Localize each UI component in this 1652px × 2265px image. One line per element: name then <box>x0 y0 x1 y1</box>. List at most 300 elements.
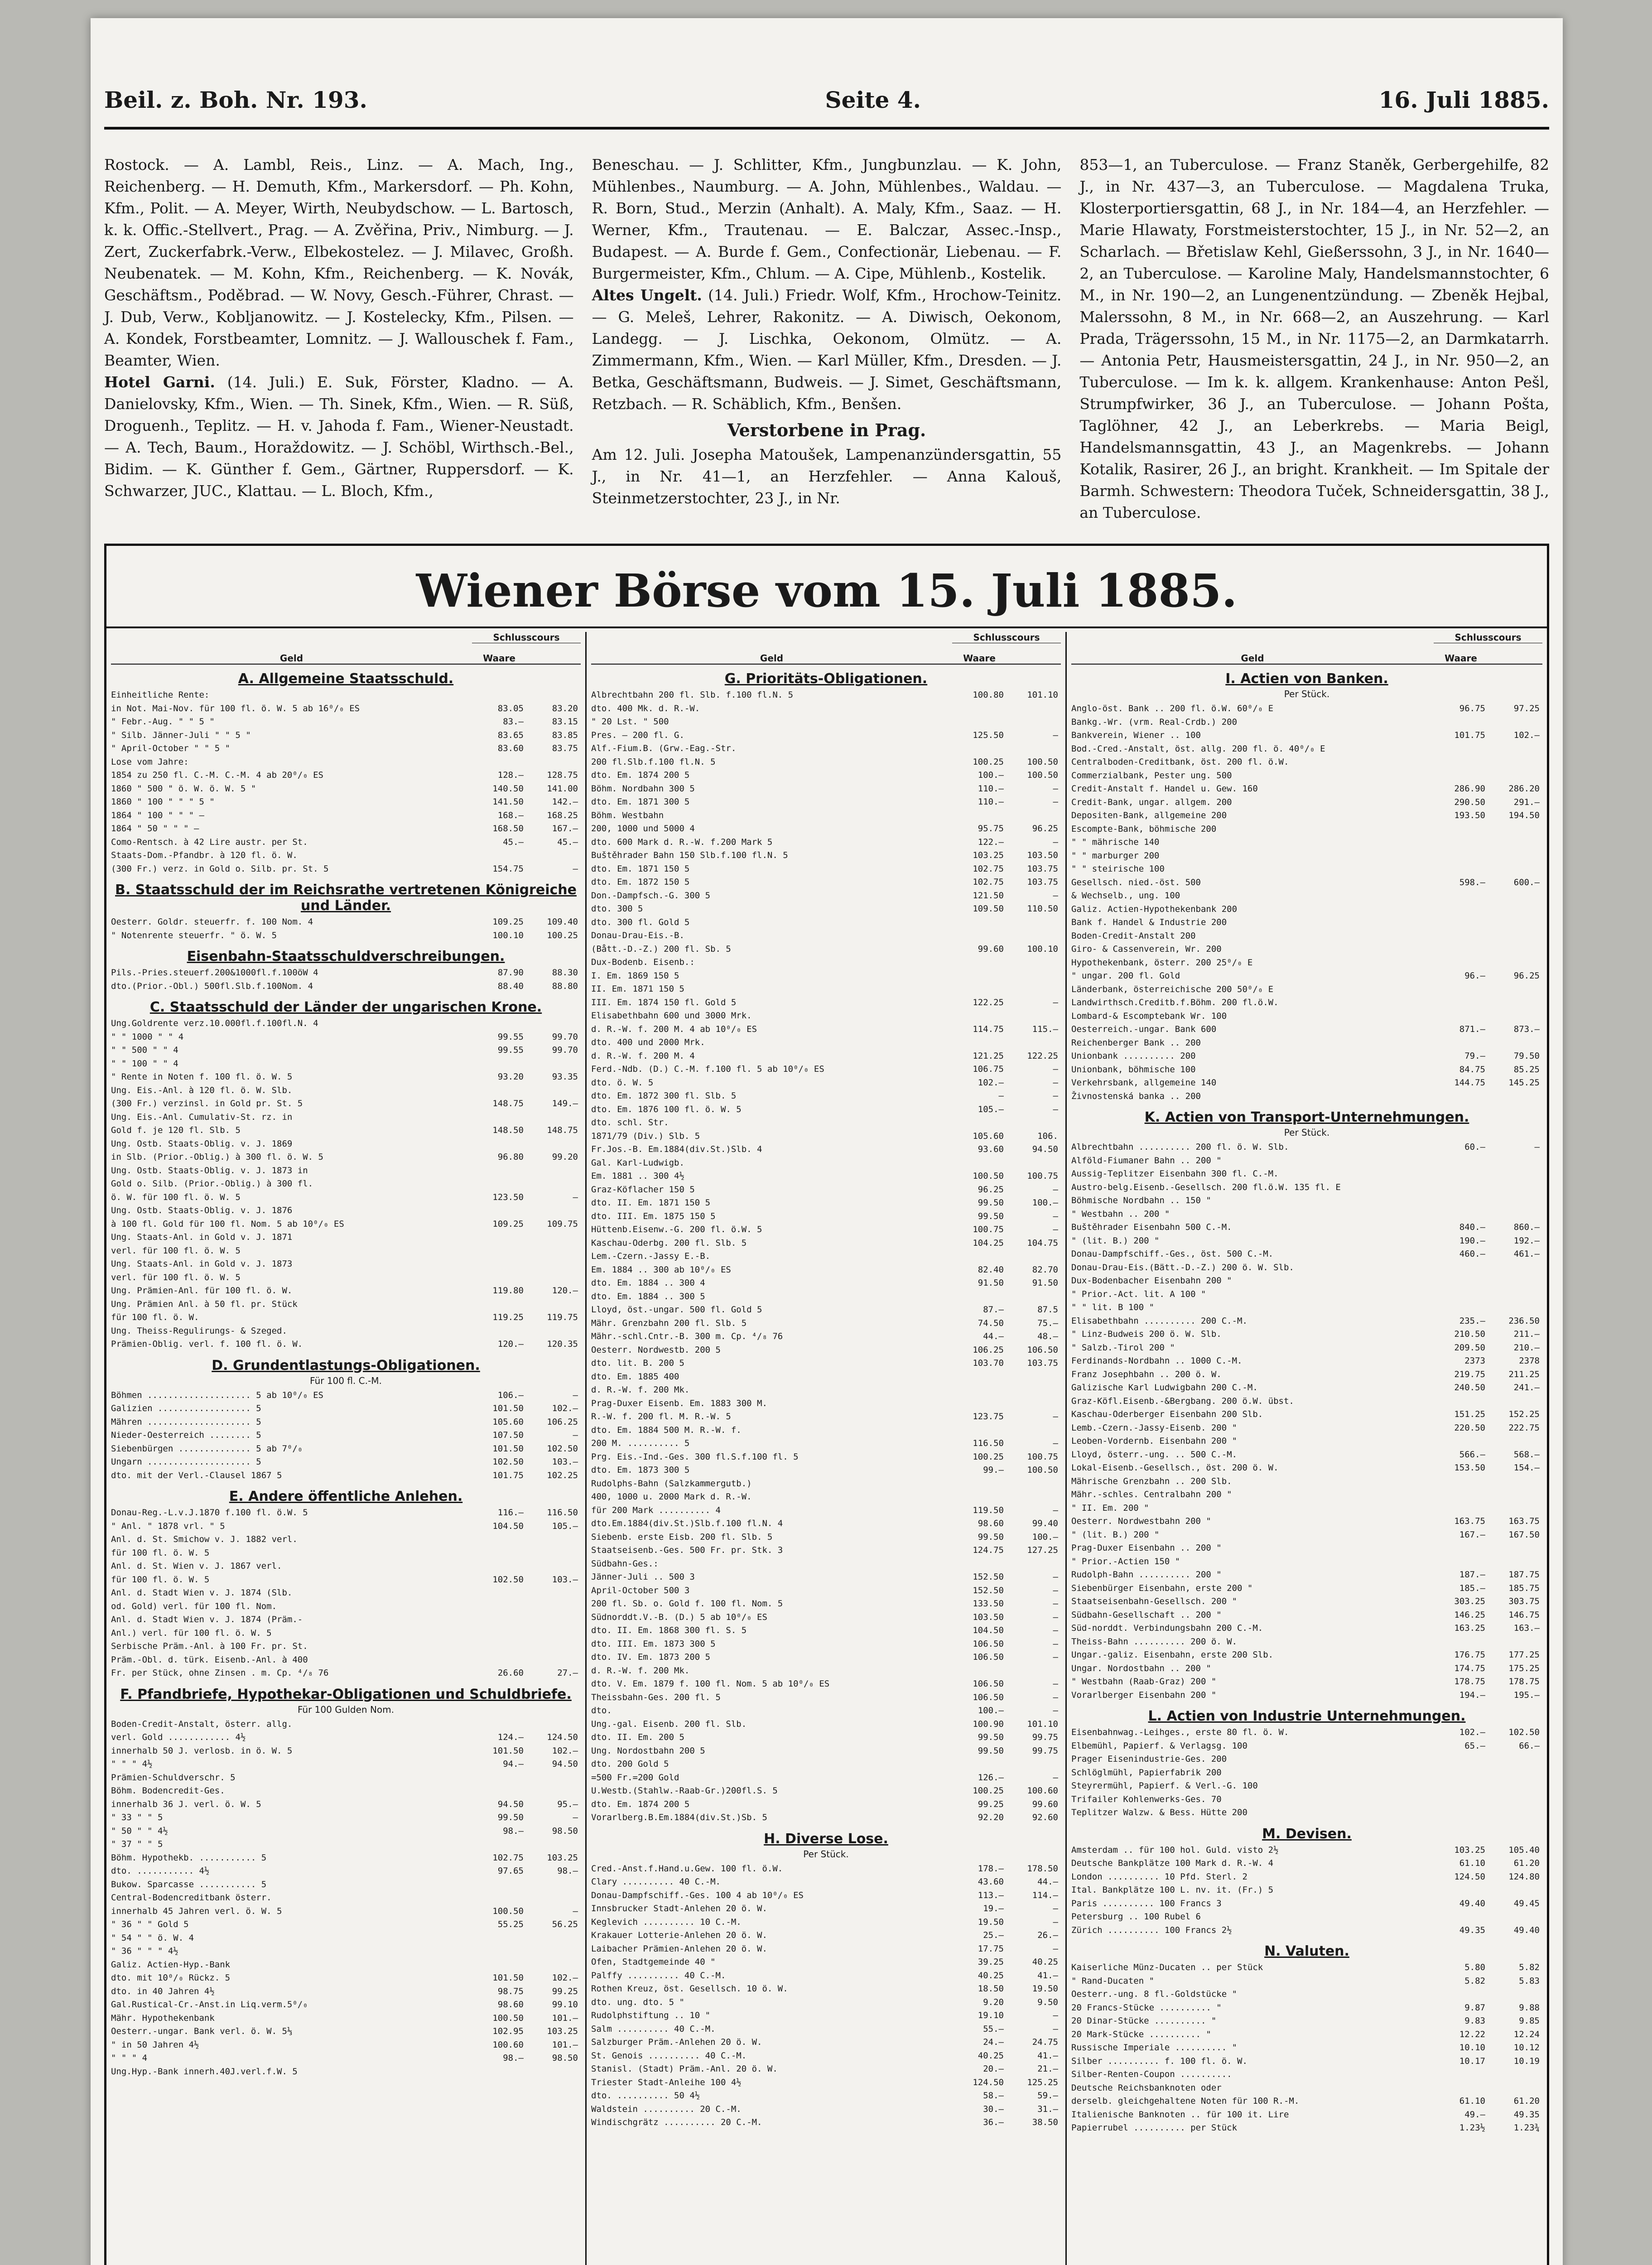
bid-price: 122.— <box>978 837 1004 847</box>
security-name: dto. schl. Str. <box>591 1118 669 1128</box>
ask-price <box>1007 1397 1061 1411</box>
bid-price <box>1434 930 1488 943</box>
table-row <box>111 702 581 716</box>
bid-price: 148.75 <box>492 1099 524 1108</box>
bid-price: 79.— <box>1464 1051 1485 1061</box>
ask-price: 119.75 <box>547 1312 578 1322</box>
table-row <box>111 1044 581 1057</box>
ask-price: 109.40 <box>547 917 578 927</box>
table-row <box>1071 809 1542 823</box>
ask-price <box>1007 1664 1061 1678</box>
bid-price <box>952 1290 1007 1304</box>
ask-price: 49.35 <box>1513 2109 1540 2120</box>
security-name: " Westbahn .. 200 " <box>1071 1209 1170 1219</box>
ask-price: 210.— <box>1513 1342 1540 1353</box>
bid-price <box>1434 2082 1488 2095</box>
table-row <box>1071 1395 1542 1408</box>
security-name: Staatseisenb.-Ges. 500 Fr. pr. Stk. 3 <box>591 1545 783 1555</box>
bid-price: 98.75 <box>497 1986 524 1996</box>
bid-price <box>472 1627 526 1640</box>
bid-price: 96.75 <box>1459 704 1485 713</box>
table-row <box>111 1218 581 1231</box>
security-name: " (lit. B.) 200 " <box>1071 1235 1160 1246</box>
security-name: Serbische Präm.-Anl. à 100 Fr. pr. St. <box>111 1641 308 1651</box>
security-name: Hypothekenbank, österr. 200 25⁰/₀ E <box>1071 957 1253 968</box>
altes-ungelt-heading: Altes Ungelt. <box>592 286 702 304</box>
security-name: 200 fl.Slb.f.100 fl.N. 5 <box>591 757 716 767</box>
bid-price: 102.50 <box>492 1457 524 1467</box>
section-title: D. Grundentlastungs-Obligationen. <box>212 1357 480 1373</box>
bid-price: 99.60 <box>978 944 1004 954</box>
table-row <box>591 983 1061 996</box>
ask-price <box>526 1771 581 1785</box>
security-name: dto. 300 5 <box>591 904 643 914</box>
deaths-text: Am 12. Juli. Josepha Matoušek, Lampenanzündersgattin, 55 J., in Nr. 41—1, an Herzfehler. — Anna Kalouš, Steinmetzerstochter, 23 J., in Nr. <box>592 446 1062 507</box>
security-name: Rothen Kreuz, öst. Gesellsch. 10 ö. W. <box>591 1984 788 1994</box>
table-row <box>111 1271 581 1285</box>
ask-price <box>1488 1555 1542 1569</box>
table-row <box>591 2036 1061 2049</box>
security-name: dto. 400 Mk. d. R.-W. <box>591 703 700 713</box>
bid-price <box>472 1958 526 1972</box>
ask-price <box>526 1718 581 1731</box>
ask-price <box>1007 1490 1061 1504</box>
security-name: Eisenbahnwag.-Leihges., erste 80 fl. ö. W. <box>1071 1727 1289 1737</box>
security-name: Ferdinands-Nordbahn .. 1000 C.-M. <box>1071 1356 1243 1366</box>
ask-price: 103.— <box>552 1457 578 1467</box>
bid-price <box>472 689 526 702</box>
bid-price: 163.75 <box>1454 1516 1485 1526</box>
table-row <box>111 1124 581 1137</box>
ask-price: 99.20 <box>552 1152 578 1162</box>
security-name: Depositen-Bank, allgemeine 200 <box>1071 810 1227 820</box>
ask-price <box>1488 1793 1542 1807</box>
security-name: in Slb. (Prior.-Oblig.) à 300 fl. ö. W. 5 <box>111 1152 323 1162</box>
ask-price <box>526 1653 581 1667</box>
table-row <box>111 742 581 756</box>
security-name: Donau-Drau-Eis.(Bätt.-D.-Z.) 200 ö. W. Slb. <box>1071 1262 1294 1272</box>
table-row <box>1071 796 1542 810</box>
table-row <box>111 1971 581 1985</box>
ask-price: 83.75 <box>552 743 578 753</box>
table-row <box>591 863 1061 876</box>
ask-price <box>1488 1542 1542 1555</box>
bid-price: 100.90 <box>973 1719 1004 1729</box>
ask-price <box>1007 956 1061 969</box>
bid-price <box>1434 1395 1488 1408</box>
bid-price <box>472 1784 526 1798</box>
ask-price: 102.25 <box>547 1470 578 1480</box>
security-name: Ung. Ostb. Staats-Oblig. v. J. 1869 <box>111 1138 293 1149</box>
security-name: Como-Rentsch. à 42 Lire austr. per St. <box>111 837 308 847</box>
bid-price <box>472 1204 526 1218</box>
security-name: Gesellsch. nied.-öst. 500 <box>1071 877 1201 887</box>
bid-price: 20.— <box>983 2064 1004 2074</box>
security-name: derselb. gleichgehaltene Noten für 100 R.-M. <box>1071 2096 1300 2106</box>
bid-price: 121.25 <box>973 1051 1004 1061</box>
table-row <box>111 1932 581 1945</box>
table-row <box>1071 930 1542 943</box>
security-name: Böhmische Nordbahn .. 150 " <box>1071 1195 1211 1205</box>
security-name: 1871/79 (Div.) Slb. 5 <box>591 1131 700 1141</box>
ask-price: — <box>1053 1904 1058 1913</box>
security-name: Albrechtbahn 200 fl. Slb. f.100 fl.N. 5 <box>591 690 794 700</box>
ask-price <box>526 1231 581 1244</box>
security-name: in Not. Mai-Nov. für 100 fl. ö. W. 5 ab 16⁰/₀ ES <box>111 703 360 713</box>
security-name: Ital. Bankplätze 100 L. nv. it. (Fr.) 5 <box>1071 1885 1274 1895</box>
table-row <box>111 1429 581 1442</box>
bid-price: 102.75 <box>973 863 1004 874</box>
security-name: Rudolph-Bahn .......... 200 " <box>1071 1570 1222 1580</box>
ask-price <box>1488 1154 1542 1168</box>
bid-price <box>952 916 1007 930</box>
ask-price <box>526 1271 581 1285</box>
table-row <box>1071 1181 1542 1195</box>
table-row <box>591 1397 1061 1411</box>
bid-price: 30.— <box>983 2104 1004 2114</box>
ask-price: 103.25 <box>547 1852 578 1863</box>
table-row <box>111 980 581 993</box>
ask-price <box>1488 943 1542 956</box>
bid-price: 98.60 <box>497 2000 524 2010</box>
ask-price <box>1488 1288 1542 1301</box>
table-row <box>1071 1766 1542 1780</box>
security-name: Anglo-öst. Bank .. 200 fl. ö.W. 60⁰/₀ E <box>1071 704 1274 713</box>
ask-price: 102.— <box>552 1973 578 1983</box>
ask-price <box>1488 1502 1542 1515</box>
security-name: Aussig-Teplitzer Eisenbahn 300 fl. C.-M. <box>1071 1169 1279 1179</box>
security-name: Ung. Staats-Anl. in Gold v. J. 1873 <box>111 1259 293 1269</box>
table-row <box>1071 1023 1542 1036</box>
bid-price <box>952 1370 1007 1384</box>
table-row <box>1071 1050 1542 1063</box>
security-name: innerhalb 50 J. verlosb. in ö. W. 5 <box>111 1745 293 1756</box>
bid-price <box>952 1250 1007 1263</box>
security-name: " Rente in Noten f. 100 fl. ö. W. 5 <box>111 1072 293 1082</box>
bid-price: 83.— <box>503 717 524 727</box>
table-row <box>111 1204 581 1218</box>
table-row <box>111 822 581 836</box>
bid-price <box>1434 1181 1488 1195</box>
security-name: Waldstein .......... 20 C.-M. <box>591 2104 742 2114</box>
security-name: Lose vom Jahre: <box>111 757 189 767</box>
ask-price: — <box>1053 730 1058 740</box>
table-row <box>591 1263 1061 1277</box>
security-name: " 20 Lst. " 500 <box>591 717 669 727</box>
bid-price: 100.10 <box>492 930 524 940</box>
security-name: Rudolphs-Bahn (Salzkammergutb.) <box>591 1478 752 1489</box>
table-row <box>591 1210 1061 1224</box>
table-row <box>591 1704 1061 1718</box>
security-name: dto. ung. dto. 5 " <box>591 1997 684 2007</box>
security-name: =500 Fr.=200 Gold <box>591 1772 679 1783</box>
bid-price: 102.— <box>1459 1727 1485 1737</box>
table-row <box>1071 1988 1542 2001</box>
bid-price: 110.— <box>978 783 1004 794</box>
ask-price: 61.20 <box>1513 2096 1540 2106</box>
bid-price <box>472 1533 526 1547</box>
bid-price <box>472 1653 526 1667</box>
ask-price: 9.88 <box>1519 2002 1540 2013</box>
bid-price: 163.25 <box>1454 1623 1485 1633</box>
table-row <box>1071 1301 1542 1315</box>
ask-price: — <box>1053 1064 1058 1074</box>
security-name: dto. III. Em. 1875 150 5 <box>591 1211 716 1221</box>
bid-price <box>1434 889 1488 903</box>
ask-price <box>526 1164 581 1178</box>
table-row <box>591 1050 1061 1063</box>
security-name: St. Genois .......... 40 C.-M. <box>591 2050 747 2061</box>
security-name: Reichenberger Bank .. 200 <box>1071 1037 1201 1048</box>
exchange-column-1 <box>106 632 587 2265</box>
ask-price: 167.— <box>552 824 578 834</box>
security-name: dto. III. Em. 1873 300 5 <box>591 1639 716 1649</box>
ask-price <box>1007 1383 1061 1397</box>
table-row <box>111 1560 581 1573</box>
section-title: G. Prioritäts-Obligationen. <box>724 671 928 687</box>
ask-price: 105.— <box>552 1521 578 1531</box>
ask-price: 1.23¾ <box>1513 2123 1540 2133</box>
bid-price: 104.25 <box>973 1238 1004 1248</box>
bid-price <box>1434 836 1488 849</box>
table-row <box>111 1586 581 1600</box>
table-row <box>111 809 581 823</box>
section-subtitle: Für 100 fl. C.-M. <box>310 1375 382 1386</box>
security-name: Ungar. Nordostbahn .. 200 " <box>1071 1663 1211 1673</box>
ask-price: 5.83 <box>1519 1976 1540 1986</box>
table-row <box>591 1023 1061 1036</box>
ask-price <box>526 1204 581 1218</box>
ask-price: 128.75 <box>547 770 578 780</box>
table-row <box>591 1875 1061 1889</box>
table-row <box>591 769 1061 782</box>
security-name: Italienische Banknoten .. für 100 it. Lire <box>1071 2109 1289 2120</box>
ask-price <box>526 1057 581 1071</box>
table-row <box>1071 1076 1542 1090</box>
bid-price: 96.— <box>1464 971 1485 981</box>
ask-price <box>526 1640 581 1653</box>
security-name: Buštěhrader Eisenbahn 500 C.-M. <box>1071 1222 1232 1232</box>
table-row <box>111 1338 581 1351</box>
table-row <box>591 1076 1061 1090</box>
security-name: für 100 fl. ö. W. <box>111 1312 199 1322</box>
bid-price <box>952 742 1007 756</box>
ask-price: 122.25 <box>1027 1051 1058 1061</box>
table-row <box>591 1557 1061 1571</box>
bid-price: 104.50 <box>973 1625 1004 1635</box>
ask-price <box>1488 742 1542 756</box>
ask-price: 100.75 <box>1027 1451 1058 1462</box>
security-name: " 36 " " Gold 5 <box>111 1919 189 1929</box>
ask-price: — <box>1053 1612 1058 1622</box>
ask-price: 100.25 <box>547 930 578 940</box>
table-row <box>111 2052 581 2065</box>
security-name: dto. Em. 1874 200 5 <box>591 1799 690 1809</box>
security-name: R.-W. f. 200 fl. M. R.-W. 5 <box>591 1412 731 1422</box>
table-row <box>1071 1844 1542 1857</box>
bid-price <box>472 1325 526 1338</box>
security-name: Credit-Anstalt f. Handel u. Gew. 160 <box>1071 784 1258 794</box>
bid-price: 103.25 <box>1454 1845 1485 1855</box>
ask-price: 99.75 <box>1032 1745 1058 1756</box>
security-name: 20 Dinar-Stücke .......... " <box>1071 2016 1217 2026</box>
ask-price: 103.50 <box>1027 850 1058 860</box>
ask-price: 120.35 <box>547 1339 578 1349</box>
security-name: Paris .......... 100 Francs 3 <box>1071 1898 1222 1908</box>
section-subtitle: Per Stück. <box>1284 1127 1330 1138</box>
bid-price <box>1434 1555 1488 1569</box>
table-row <box>1071 1368 1542 1382</box>
ask-price <box>1488 1766 1542 1780</box>
security-name: Donau-Dampfschiff.-Ges. 100 4 ab 10⁰/₀ ES <box>591 1890 804 1900</box>
table-row <box>591 2076 1061 2090</box>
ask-price <box>1007 1370 1061 1384</box>
security-name: dto. mit 10⁰/₀ Rückz. 5 <box>111 1973 231 1983</box>
bid-price <box>472 756 526 769</box>
table-row <box>1071 1194 1542 1208</box>
table-row <box>591 1798 1061 1812</box>
table-row <box>1071 1662 1542 1676</box>
ask-price <box>1488 903 1542 916</box>
table-row <box>1071 876 1542 890</box>
ask-price: — <box>1053 1625 1058 1635</box>
table-row <box>591 1196 1061 1210</box>
bid-price: 25.— <box>983 1930 1004 1940</box>
table-row <box>591 1531 1061 1544</box>
bid-price: 105.— <box>978 1104 1004 1114</box>
ask-price <box>1488 1010 1542 1023</box>
table-row <box>111 1258 581 1271</box>
security-name: (300 Fr.) verz. in Gold o. Silb. pr. St. 5 <box>111 863 329 874</box>
newspaper-page <box>91 18 1563 2265</box>
security-name: Lombard-& Escomptebank Wr. 100 <box>1071 1011 1227 1021</box>
bid-price <box>472 1231 526 1244</box>
bid-price <box>952 702 1007 716</box>
security-name: " Febr.-Aug. " " 5 " <box>111 717 215 727</box>
bid-price <box>1434 1766 1488 1780</box>
table-row <box>111 715 581 729</box>
ask-price <box>1007 1758 1061 1771</box>
bid-price: 58.— <box>983 2091 1004 2101</box>
security-name: Unionbank .......... 200 <box>1071 1051 1196 1061</box>
ask-price <box>526 1838 581 1851</box>
ask-price <box>526 1878 581 1892</box>
ask-price: 461.— <box>1513 1249 1540 1259</box>
table-row <box>111 782 581 796</box>
table-row <box>1071 1010 1542 1023</box>
issue-date: 16. Juli 1885. <box>1378 86 1549 113</box>
bid-price: 124.50 <box>1454 1871 1485 1882</box>
bid-price <box>1434 903 1488 916</box>
ask-price: 178.50 <box>1027 1863 1058 1874</box>
bid-price <box>1434 1793 1488 1807</box>
security-name: Palffy .......... 40 C.-M. <box>591 1970 726 1981</box>
ask-price: 149.— <box>552 1099 578 1108</box>
table-row <box>591 1250 1061 1263</box>
table-row <box>1071 756 1542 769</box>
table-row <box>591 2116 1061 2130</box>
security-name: Don.-Dampfsch.-G. 300 5 <box>591 890 711 901</box>
bid-price <box>472 1878 526 1892</box>
security-name: innerhalb 36 J. verl. ö. W. 5 <box>111 1799 261 1809</box>
security-name: dto. 400 und 2000 Mrk. <box>591 1037 705 1047</box>
security-name: Ung.Goldrente verz.10.000fl.f.100fl.N. 4 <box>111 1018 318 1028</box>
bid-price <box>1434 1635 1488 1649</box>
table-row <box>111 1985 581 1999</box>
table-row <box>591 1611 1061 1624</box>
security-name: Jänner-Juli .. 500 3 <box>591 1572 695 1582</box>
section-title: H. Diverse Lose. <box>764 1831 888 1847</box>
table-row <box>591 1969 1061 1983</box>
table-row <box>1071 1461 1542 1475</box>
ask-price: 99.70 <box>552 1031 578 1042</box>
table-row <box>1071 1515 1542 1528</box>
table-row <box>1071 863 1542 876</box>
ask-price: 100.50 <box>1027 1465 1058 1475</box>
security-name: " Prior.-Act. lit. A 100 " <box>1071 1289 1206 1299</box>
table-row <box>591 1745 1061 1758</box>
ask-price: — <box>1053 1652 1058 1662</box>
bid-price: 106.50 <box>973 1639 1004 1649</box>
table-row <box>591 2023 1061 2036</box>
security-name: Albrechtbahn .......... 200 fl. ö. W. Slb. <box>1071 1142 1289 1152</box>
bid-price: 146.25 <box>1454 1610 1485 1620</box>
table-row <box>591 2009 1061 2023</box>
ask-price <box>1007 742 1061 756</box>
bid-price: 174.75 <box>1454 1663 1485 1673</box>
section-title: M. Devisen. <box>1262 1826 1352 1842</box>
ask-price: 94.50 <box>1032 1144 1058 1154</box>
table-row <box>591 1664 1061 1678</box>
ask-price <box>1007 809 1061 823</box>
ask-price: — <box>1053 1104 1058 1114</box>
security-name: " Notenrente steuerfr. " ö. W. 5 <box>111 930 277 940</box>
table-row <box>1071 1221 1542 1234</box>
bid-price: 840.— <box>1459 1222 1485 1232</box>
ask-price: 40.25 <box>1032 1957 1058 1967</box>
table-row <box>591 1996 1061 2010</box>
bid-price: 151.25 <box>1454 1409 1485 1419</box>
bid-price: 102.— <box>978 1077 1004 1088</box>
security-name: dto. <box>591 1706 612 1716</box>
table-row <box>1071 1274 1542 1288</box>
security-name: 20 Francs-Stücke .......... " <box>1071 2002 1222 2013</box>
bid-price: 60.— <box>1464 1142 1485 1152</box>
security-name: Lem.-Czern.-Jassy E.-B. <box>591 1251 711 1261</box>
ask-price <box>526 1586 581 1600</box>
bid-price: 99.— <box>983 1465 1004 1475</box>
section-title: C. Staatsschuld der Länder der ungarischen Krone. <box>149 999 542 1015</box>
ask-price: 27.— <box>557 1668 578 1678</box>
bid-price <box>472 1244 526 1258</box>
table-row <box>111 1745 581 1758</box>
table-row <box>1071 1924 1542 1937</box>
bid-price: 2373 <box>1464 1356 1485 1366</box>
ask-price: 85.25 <box>1513 1064 1540 1075</box>
ask-price: 873.— <box>1513 1024 1540 1034</box>
altes-ungelt-text: (14. Juli.) Friedr. Wolf, Kfm., Hrochow-Teinitz. — G. Meleš, Lehrer, Rakonitz. — A. Diwisch, Oekonom, Landegg. — J. Lischka, Oekonom, Olmütz. — A. Zimmermann, Kfm., Wien. — Karl Müller, Kfm., Dresden. — J. Betka, Geschäftsmann, Budweis. — J. Simet, Geschäftsmann, Retzbach. — R. Schäblich, Kfm., Benšen. <box>592 286 1062 413</box>
table-row <box>111 1311 581 1325</box>
bid-price <box>952 1424 1007 1437</box>
ask-price: — <box>1053 890 1058 901</box>
bid-price: 210.50 <box>1454 1329 1485 1339</box>
ask-price: — <box>1053 1077 1058 1088</box>
security-name: Stanisl. (Stadt) Präm.-Anl. 20 ö. W. <box>591 2064 778 2074</box>
table-row <box>111 1191 581 1205</box>
table-row <box>591 742 1061 756</box>
table-row <box>111 1137 581 1151</box>
table-row <box>1071 1779 1542 1793</box>
